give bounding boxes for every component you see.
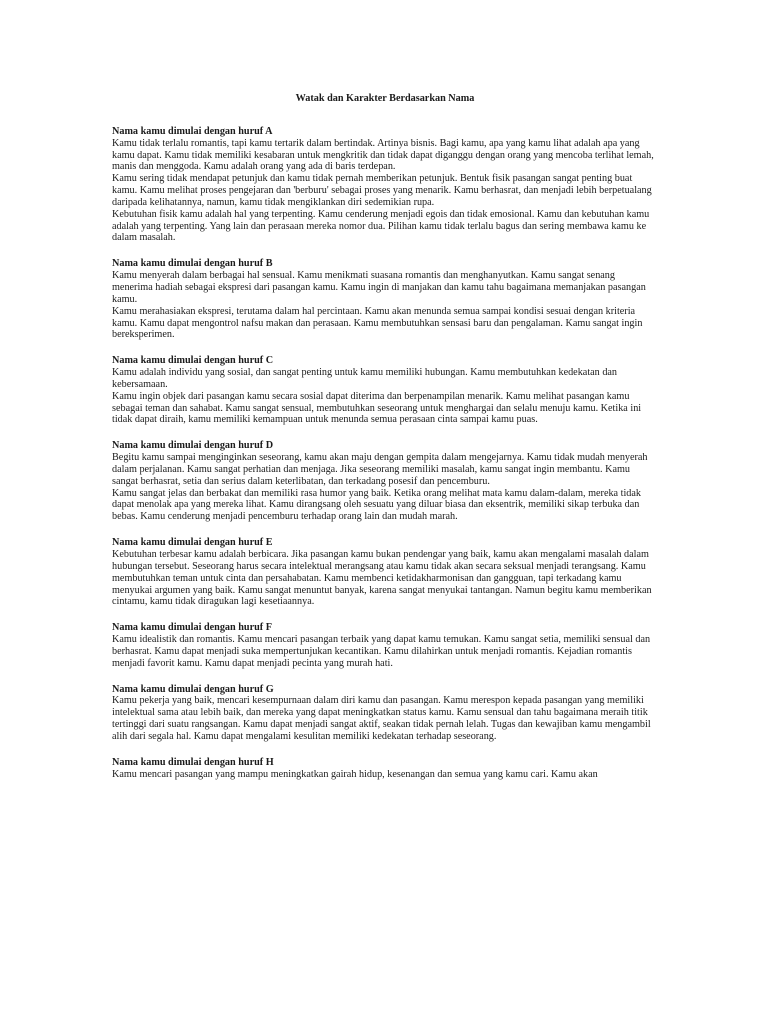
paragraph: Kamu ingin objek dari pasangan kamu secara sosial dapat diterima dan berpenampilan menarik. Kamu melihat pasangan kamu sebagai teman dan sahabat. Kamu sangat sensual, membutuhkan seseorang untuk menghargai dan selalu menuju kamu. Ketika ini tidak dapat diraih, kamu memiliki kemampuan untuk menunda semua perasaan cinta sampai kamu puas.	[112, 390, 642, 426]
paragraph: Kamu mencari pasangan yang mampu meningkatkan gairah hidup, kesenangan dan semua yang kamu cari. Kamu akan	[112, 768, 598, 780]
section-heading: Nama kamu dimulai dengan huruf D	[112, 440, 274, 452]
section-heading: Nama kamu dimulai dengan huruf F	[112, 622, 272, 634]
paragraph: Begitu kamu sampai menginginkan seseorang, kamu akan maju dengan gempita dalam mengejarnya. Kamu tidak mudah menyerah dalam perjalanan. Kamu sangat perhatian dan menjaga. Jika seseorang memiliki masalah, kamu sangat ingin membantu. Kamu sangat berhasrat, setia dan serius dalam keterlibatan, dan terkadang posesif dan pencemburu.	[112, 452, 648, 487]
paragraph: Kamu idealistik dan romantis. Kamu mencari pasangan terbaik yang dapat kamu temukan. Kamu sangat setia, memiliki sensual dan berhasrat. Kamu dapat menjadi suka mempertunjukan kecantikan. Kamu dilahirkan untuk menjadi romantis. Kejadian romantis menjadi favorit kamu. Kamu dapat menjadi pecinta yang murah hati.	[112, 634, 651, 669]
section-heading: Nama kamu dimulai dengan huruf A	[112, 125, 273, 137]
paragraph: Kamu sangat jelas dan berbakat dan memiliki rasa humor yang baik. Ketika orang melihat mata kamu dalam-dalam, mereka tidak dapat menolak apa yang mereka lihat. Kamu dirangsang oleh sesuatu yang diluar biasa dan eksentrik, memiliki sikap terbuka dan bebas. Kamu cenderung menjadi pencemburu terhadap orang lain dan mudah marah.	[112, 487, 641, 523]
section-heading: Nama kamu dimulai dengan huruf H	[112, 756, 274, 768]
section-heading: Nama kamu dimulai dengan huruf C	[112, 355, 274, 367]
section-e	[112, 537, 658, 608]
paragraph: Kebutuhan terbesar kamu adalah berbicara. Jika pasangan kamu bukan pendengar yang baik, kamu akan mengalami masalah dalam hubungan tersebut. Seseorang harus secara intelektual merangsang atau kamu tidak akan secara seksual menjadi terangsang. Kamu membutuhkan teman untuk cinta dan persahabatan. Kamu membenci ketidakharmonisan dan gangguan, tapi terkadang kamu menyukai argumen yang baik. Kamu sangat menuntut banyak, karena sangat menyukai tantangan. Namun begitu kamu memberikan cintamu, kamu tidak diragukan lagi kesetiaannya.	[112, 549, 652, 608]
document-title: Watak dan Karakter Berdasarkan Nama	[295, 93, 475, 104]
section-a	[112, 126, 658, 244]
document-body	[112, 93, 658, 795]
paragraph: Kamu merahasiakan ekspresi, terutama dalam hal percintaan. Kamu akan menunda semua sampai kondisi sesuai dengan kriteria kamu. Kamu dapat mengontrol nafsu makan dan perasaan. Kamu membutuhkan sensasi baru dan pengalaman. Kamu sangat ingin bereksperimen.	[112, 305, 643, 341]
section-heading: Nama kamu dimulai dengan huruf G	[112, 683, 274, 695]
section-b	[112, 258, 658, 341]
section-f	[112, 622, 658, 669]
section-heading: Nama kamu dimulai dengan huruf E	[112, 537, 273, 549]
paragraph: Kebutuhan fisik kamu adalah hal yang terpenting. Kamu cenderung menjadi egois dan tidak emosional. Kamu dan kebutuhan kamu adalah yang terpenting. Yang lain dan perasaan mereka nomor dua. Pilihan kamu tidak terlalu bagus dan sering membawa kamu ke dalam masalah.	[112, 208, 650, 244]
section-g	[112, 684, 658, 743]
paragraph: Kamu pekerja yang baik, mencari kesempurnaan dalam diri kamu dan pasangan. Kamu merespon kepada pasangan yang memiliki intelektual sama atau lebih baik, dan mereka yang dapat meningkatkan status kamu. Kamu sensual dan tahu bagaimana meraih titik tertinggi dari suatu rangsangan. Kamu dapat menjadi sangat aktif, seakan tidak pernah lelah. Tugas dan kewajiban kamu mengambil alih dari segala hal. Kamu dapat mengalami kesulitan memiliki kedekatan terhadap seseorang.	[112, 695, 651, 742]
section-h	[112, 757, 658, 781]
paragraph: Kamu menyerah dalam berbagai hal sensual. Kamu menikmati suasana romantis dan menghanyutkan. Kamu sangat senang menerima hadiah sebagai ekspresi dari pasangan kamu. Kamu ingin di manjakan dan kamu tahu bagaimana memanjakan pasangan kamu.	[112, 270, 646, 305]
section-d	[112, 440, 658, 523]
section-heading: Nama kamu dimulai dengan huruf B	[112, 258, 273, 270]
section-c	[112, 355, 658, 426]
paragraph: Kamu adalah individu yang sosial, dan sangat penting untuk kamu memiliki hubungan. Kamu membutuhkan kedekatan dan kebersamaan.	[112, 367, 618, 390]
paragraph: Kamu tidak terlalu romantis, tapi kamu tertarik dalam bertindak. Artinya bisnis. Bagi kamu, apa yang kamu lihat adalah apa yang kamu dapat. Kamu tidak memiliki kesabaran untuk mengkritik dan tidak dapat diganggu dengan orang yang mencoba terlihat lemah, manis dan menggoda. Kamu adalah orang yang ada di baris terdepan.	[112, 137, 654, 173]
paragraph: Kamu sering tidak mendapat petunjuk dan kamu tidak pernah memberikan petunjuk. Bentuk fisik pasangan sangat penting buat kamu. Kamu melihat proses pengejaran dan 'berburu' sebagai proses yang menarik. Kamu berhasrat, dan menjadi lebih berpetualang daripada kelihatannya, namun, kamu tidak mengiklankan diri sedemikian rupa.	[112, 173, 652, 208]
